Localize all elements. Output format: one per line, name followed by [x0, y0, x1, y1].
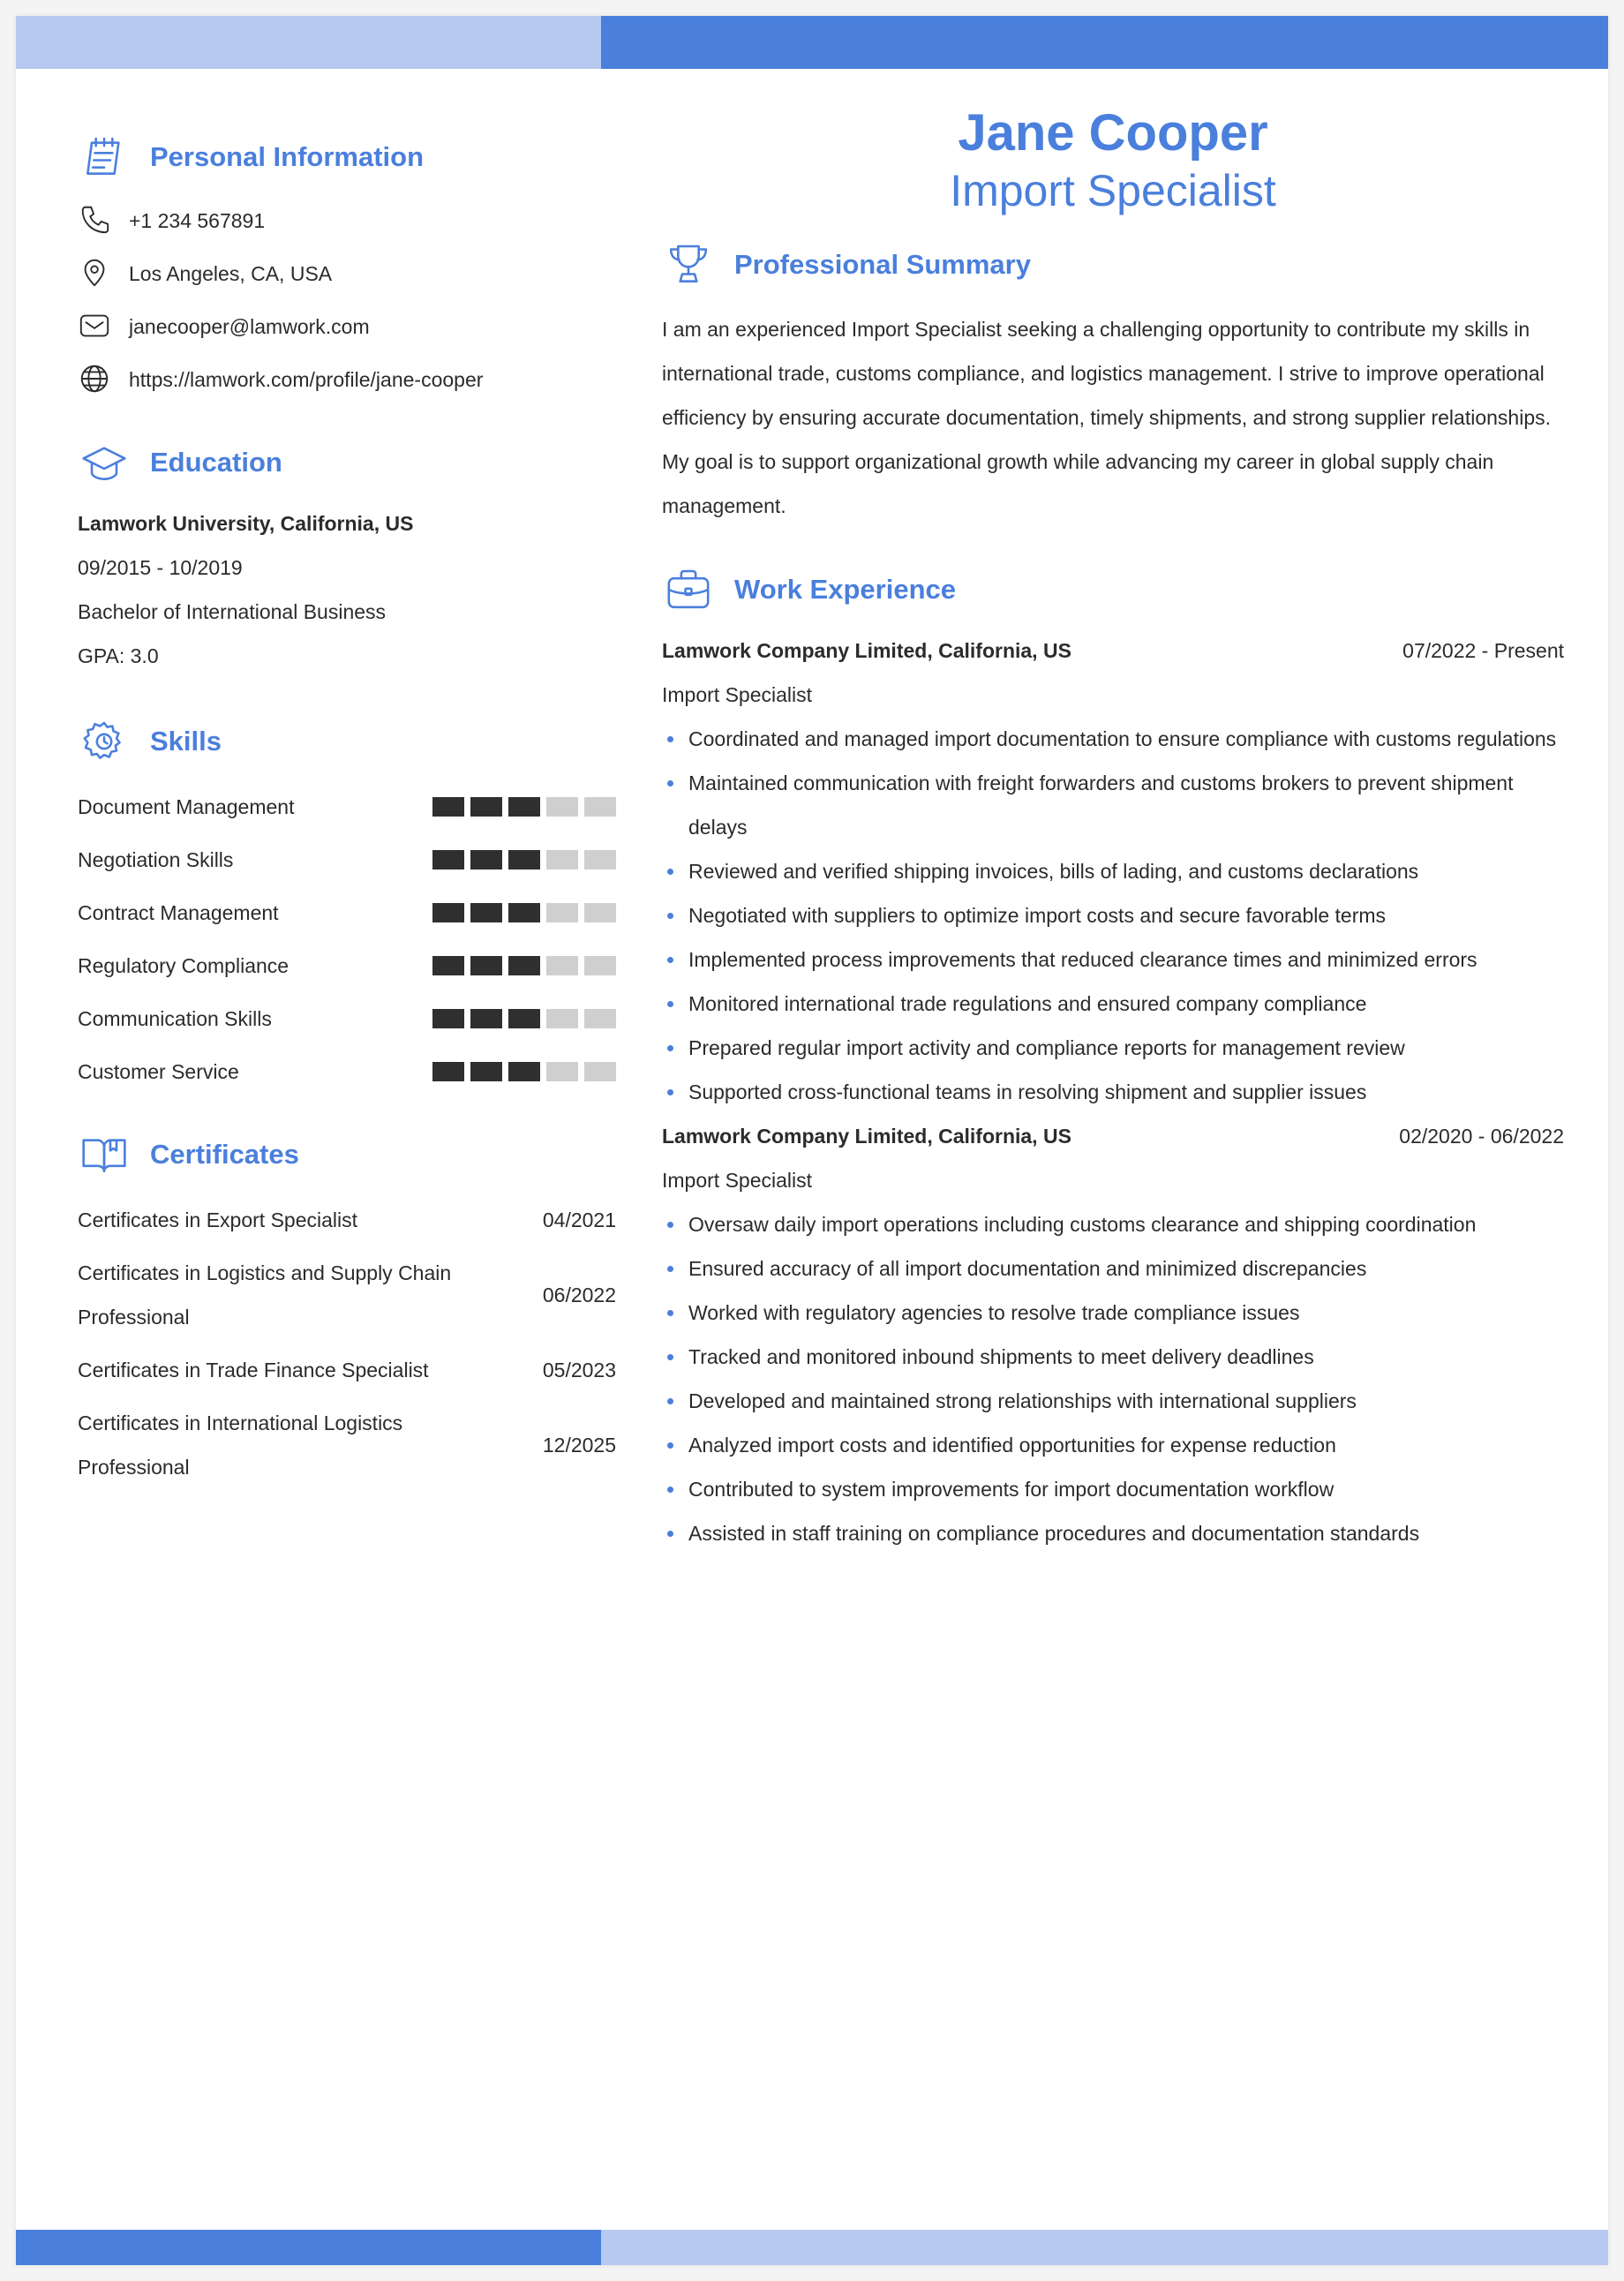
personal-info-header: [78, 131, 616, 184]
skill-name: Document Management: [78, 794, 295, 818]
skill-level-segment: [508, 956, 540, 975]
left-column: [78, 131, 616, 1494]
job-position: Import Specialist: [662, 1169, 813, 1192]
skill-row: [78, 886, 616, 939]
skill-level-segment: [470, 956, 502, 975]
personal-info-title: Personal Information: [150, 141, 425, 172]
gear-icon: [78, 715, 131, 768]
job-bullet: Developed and maintained strong relationships with international suppliers: [662, 1379, 1564, 1423]
job-company: Lamwork Company Limited, California, US: [662, 1125, 1071, 1148]
certificate-date: 04/2021: [542, 1208, 616, 1231]
skills-title: Skills: [150, 726, 222, 757]
skills-section: [78, 715, 616, 1098]
skill-row: [78, 780, 616, 833]
certificate-row: [78, 1246, 616, 1344]
job-bullet: Reviewed and verified shipping invoices, bills of lading, and customs declarations: [662, 849, 1564, 893]
contact-location: [78, 247, 616, 300]
website-link[interactable]: https://lamwork.com/profile/jane-cooper: [129, 367, 484, 391]
certificate-name: Certificates in International Logistics Professional: [78, 1412, 403, 1479]
skill-name: Negotiation Skills: [78, 847, 234, 871]
job-bullets: [662, 717, 1564, 1114]
job-bullet: Assisted in staff training on compliance procedures and documentation standards: [662, 1511, 1564, 1555]
education-section: [78, 436, 616, 678]
skill-level-segment: [470, 1062, 502, 1081]
job-company: Lamwork Company Limited, California, US: [662, 639, 1071, 662]
job-entry: [662, 1114, 1564, 1555]
candidate-name: Jane Cooper: [958, 104, 1268, 162]
job-bullet: Ensured accuracy of all import documentation and minimized discrepancies: [662, 1246, 1564, 1291]
job-bullet: Monitored international trade regulations and ensured company compliance: [662, 982, 1564, 1026]
resume-page: [16, 16, 1608, 2265]
jobs-list: [662, 629, 1564, 1555]
email-text: janecooper@lamwork.com: [129, 314, 370, 338]
education-degree: Bachelor of International Business: [78, 600, 387, 623]
education-gpa: GPA: 3.0: [78, 644, 159, 667]
experience-title: Work Experience: [734, 574, 956, 605]
job-bullet: Worked with regulatory agencies to resolve trade compliance issues: [662, 1291, 1564, 1335]
briefcase-icon: [662, 563, 715, 616]
skill-level-segment: [508, 1062, 540, 1081]
skill-level-meter: [432, 1009, 616, 1028]
skills-header: [78, 715, 616, 768]
job-position: Import Specialist: [662, 683, 813, 706]
skill-name: Communication Skills: [78, 1006, 272, 1030]
skill-level-meter: [432, 903, 616, 922]
skill-row: [78, 833, 616, 886]
contact-email: [78, 300, 616, 353]
skills-list: [78, 780, 616, 1098]
top-accent-bar-dark: [601, 16, 1608, 69]
phone-text: +1 234 567891: [129, 208, 266, 232]
summary-text: I am an experienced Import Specialist seeking a challenging opportunity to contribute my skills in international trade, customs compliance, and logistics management. I strive to improve operational efficiency by ensuring accurate documentation, timely shipments, and strong supplier relationships. My goal is to support organizational growth while advancing my career in global supply chain management.: [662, 318, 1552, 517]
job-bullet: Contributed to system improvements for import documentation workflow: [662, 1467, 1564, 1511]
skill-level-segment: [432, 903, 464, 922]
job-bullet: Implemented process improvements that reduced clearance times and minimized errors: [662, 937, 1564, 982]
skill-level-segment: [546, 797, 578, 817]
candidate-role: Import Specialist: [950, 166, 1276, 215]
skill-name: Contract Management: [78, 900, 279, 924]
job-bullet: Tracked and monitored inbound shipments to meet delivery deadlines: [662, 1335, 1564, 1379]
skill-level-segment: [584, 956, 616, 975]
experience-section: [662, 563, 1564, 1555]
job-bullet: Negotiated with suppliers to optimize import costs and secure favorable terms: [662, 893, 1564, 937]
job-bullet: Analyzed import costs and identified opportunities for expense reduction: [662, 1423, 1564, 1467]
contact-phone: [78, 194, 616, 247]
skill-level-meter: [432, 797, 616, 817]
skill-level-segment: [470, 903, 502, 922]
summary-title: Professional Summary: [734, 249, 1031, 280]
job-bullet: Maintained communication with freight forwarders and customs brokers to prevent shipment delays: [662, 761, 1564, 849]
graduation-cap-icon: [78, 436, 131, 489]
skill-level-segment: [432, 797, 464, 817]
right-column: [662, 104, 1564, 1555]
certificates-title: Certificates: [150, 1139, 299, 1170]
skill-level-segment: [584, 1009, 616, 1028]
certificate-date: 05/2023: [542, 1359, 616, 1381]
contact-website: [78, 353, 616, 406]
job-header: [662, 1114, 1564, 1158]
certificate-row: [78, 1396, 616, 1494]
skill-level-segment: [470, 1009, 502, 1028]
certificate-name: Certificates in Logistics and Supply Chain Professional: [78, 1261, 452, 1329]
book-icon: [78, 1128, 131, 1181]
skill-level-segment: [546, 850, 578, 869]
skill-level-segment: [508, 850, 540, 869]
job-bullets: [662, 1202, 1564, 1555]
skill-level-segment: [546, 1009, 578, 1028]
certificates-section: [78, 1128, 616, 1494]
phone-icon: [78, 203, 113, 238]
skill-level-segment: [432, 956, 464, 975]
certificate-row: [78, 1344, 616, 1396]
skill-level-segment: [584, 1062, 616, 1081]
skill-level-segment: [432, 850, 464, 869]
education-title: Education: [150, 447, 282, 478]
job-bullet: Prepared regular import activity and compliance reports for management review: [662, 1026, 1564, 1070]
trophy-icon: [662, 238, 715, 291]
certificate-row: [78, 1193, 616, 1246]
job-entry: [662, 629, 1564, 1114]
summary-header: [662, 238, 1564, 291]
certificates-header: [78, 1128, 616, 1181]
job-bullet: Supported cross-functional teams in resolving shipment and supplier issues: [662, 1070, 1564, 1114]
personal-info-section: [78, 131, 616, 406]
summary-section: [662, 238, 1564, 528]
skill-level-segment: [432, 1062, 464, 1081]
certificate-date: 12/2025: [542, 1434, 616, 1457]
job-dates: 07/2022 - Present: [1402, 639, 1564, 662]
certificate-date: 06/2022: [542, 1284, 616, 1306]
skill-level-segment: [584, 797, 616, 817]
bottom-accent-bar-light: [601, 2230, 1608, 2265]
certificates-list: [78, 1193, 616, 1494]
job-header: [662, 629, 1564, 673]
skill-name: Regulatory Compliance: [78, 953, 289, 977]
mail-icon: [78, 309, 113, 344]
experience-header: [662, 563, 1564, 616]
skill-row: [78, 939, 616, 992]
job-bullet: Coordinated and managed import documentation to ensure compliance with customs regulations: [662, 717, 1564, 761]
notepad-icon: [78, 131, 131, 184]
skill-level-segment: [470, 850, 502, 869]
skill-level-meter: [432, 1062, 616, 1081]
skill-level-segment: [546, 1062, 578, 1081]
globe-icon: [78, 362, 113, 397]
skill-level-segment: [584, 850, 616, 869]
job-bullet: Oversaw daily import operations including customs clearance and shipping coordination: [662, 1202, 1564, 1246]
education-dates: 09/2015 - 10/2019: [78, 556, 243, 579]
job-dates: 02/2020 - 06/2022: [1399, 1125, 1564, 1148]
education-school: Lamwork University, California, US: [78, 512, 414, 535]
skill-level-segment: [508, 903, 540, 922]
skill-name: Customer Service: [78, 1059, 239, 1083]
bottom-accent-bar-dark: [16, 2230, 601, 2265]
certificate-name: Certificates in Export Specialist: [78, 1208, 358, 1231]
certificate-name: Certificates in Trade Finance Specialist: [78, 1359, 429, 1381]
top-accent-bar-light: [16, 16, 601, 69]
skill-row: [78, 1045, 616, 1098]
skill-level-segment: [546, 903, 578, 922]
skill-level-segment: [470, 797, 502, 817]
skill-level-meter: [432, 850, 616, 869]
education-header: [78, 436, 616, 489]
skill-level-segment: [432, 1009, 464, 1028]
skill-level-segment: [508, 797, 540, 817]
skill-row: [78, 992, 616, 1045]
skill-level-segment: [584, 903, 616, 922]
skill-level-segment: [508, 1009, 540, 1028]
location-text: Los Angeles, CA, USA: [129, 261, 333, 285]
skill-level-segment: [546, 956, 578, 975]
location-pin-icon: [78, 256, 113, 291]
skill-level-meter: [432, 956, 616, 975]
